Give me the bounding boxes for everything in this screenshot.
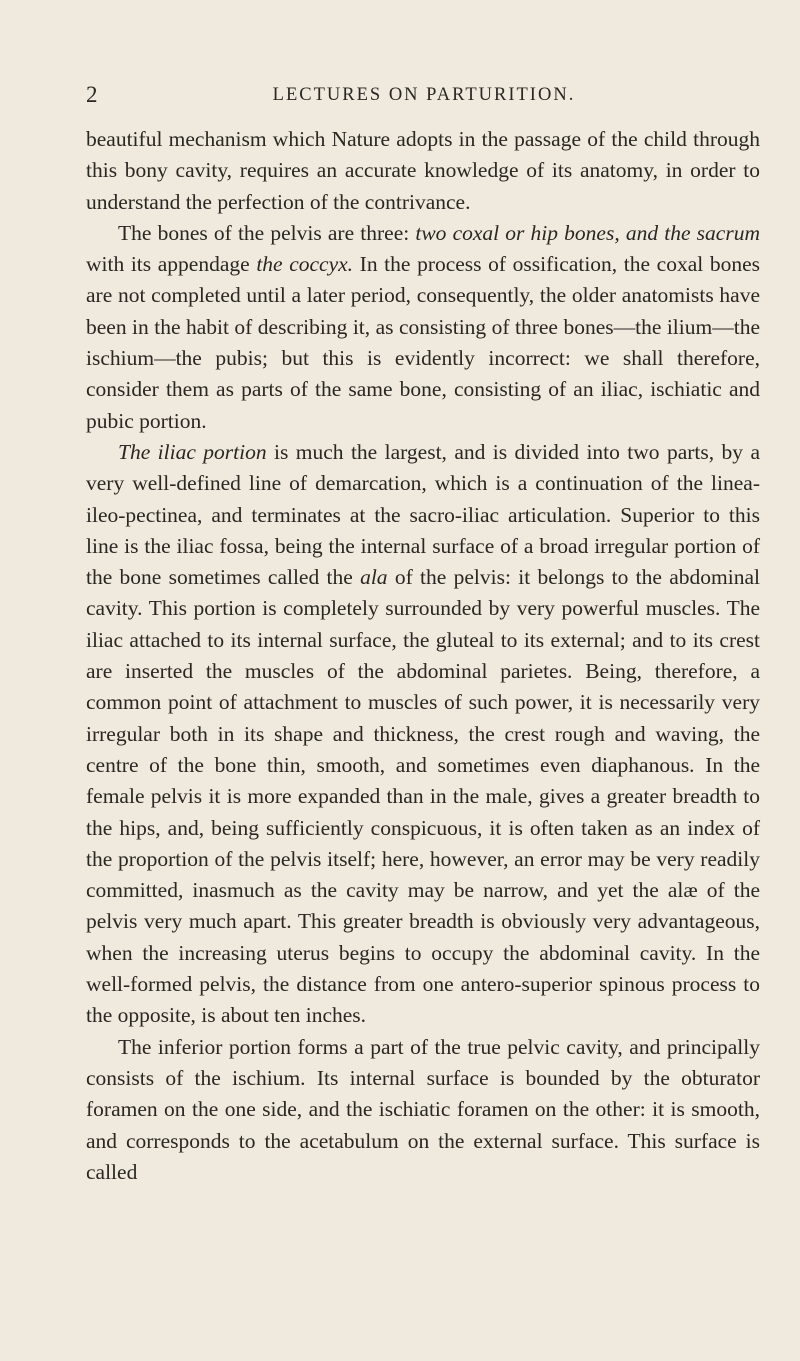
paragraph-inferior-portion	[86, 1032, 760, 1188]
text-segment: beautiful mechanism which Nature adopts in the passage of the child through this bony cavity, requires an accurate knowledge of its anatomy, in order to understand the perfection of the contrivance.	[86, 127, 760, 214]
paragraph-iliac-portion	[86, 437, 760, 1032]
paragraph-continuation	[86, 124, 760, 218]
page-number: 2	[86, 82, 98, 107]
text-segment: The inferior portion forms a part of the true pelvic cavity, and principally consists of the ischium. Its internal surface is bounded by the obturator foramen on the one side, and the ischiatic foramen on the other: it is smooth, and corresponds to the acetabulum on the external surface. This surface is called	[86, 1034, 760, 1184]
italic-text-segment: two coxal or hip bones, and the sacrum	[415, 220, 760, 245]
running-title: LECTURES ON PARTURITION.	[272, 85, 576, 105]
page-header	[86, 80, 762, 110]
text-segment: In the process of ossification, the coxal bones are not completed until a later period, consequently, the older anatomists have been in the habit of describing it, as consisting of three bones—the ilium—the ischium—the pubis; but this is evidently incorrect: we shall therefore, consider them as parts of the same bone, consisting of an iliac, ischiatic and pubic portion.	[86, 252, 761, 433]
body-text	[86, 124, 760, 1188]
text-segment: of the pelvis: it belongs to the abdominal cavity. This portion is completely surrounded by very powerful muscles. The iliac attached to its internal surface, the gluteal to its external; and to its crest are inserted the muscles of the abdominal parietes. Being, therefore, a common point of attachment to muscles of such power, it is necessarily very irregular both in its shape and thickness, the crest rough and waving, the centre of the bone thin, smooth, and sometimes even diaphanous. In the female pelvis it is more expanded than in the male, gives a greater breadth to the hips, and, being sufficiently conspicuous, it is often taken as an index of the proportion of the pelvis itself; here, however, an error may be very readily committed, inasmuch as the cavity may be narrow, and yet the alæ of the pelvis very much apart. This greater breadth is obviously very advantageous, when the increasing uterus begins to occupy the abdominal cavity. In the well-formed pelvis, the distance from one antero-superior spinous process to the opposite, is about ten inches.	[86, 565, 760, 1028]
paragraph-pelvis-bones	[86, 218, 760, 437]
text-segment: with its appendage	[86, 252, 257, 277]
text-segment: is much the largest, and is divided into two parts, by a very well-defined line of demarcation, which is a continuation of the linea-ileo-pectinea, and terminates at the sacro-iliac articulation. Superior to this line is the iliac fossa, being the internal surface of a broad irregular portion of the bone sometimes called the	[86, 439, 760, 590]
italic-text-segment: The iliac portion	[118, 439, 267, 464]
italic-text-segment: the coccyx.	[256, 252, 354, 277]
italic-text-segment: ala	[360, 565, 388, 590]
text-segment: The bones of the pelvis are three:	[118, 220, 416, 245]
